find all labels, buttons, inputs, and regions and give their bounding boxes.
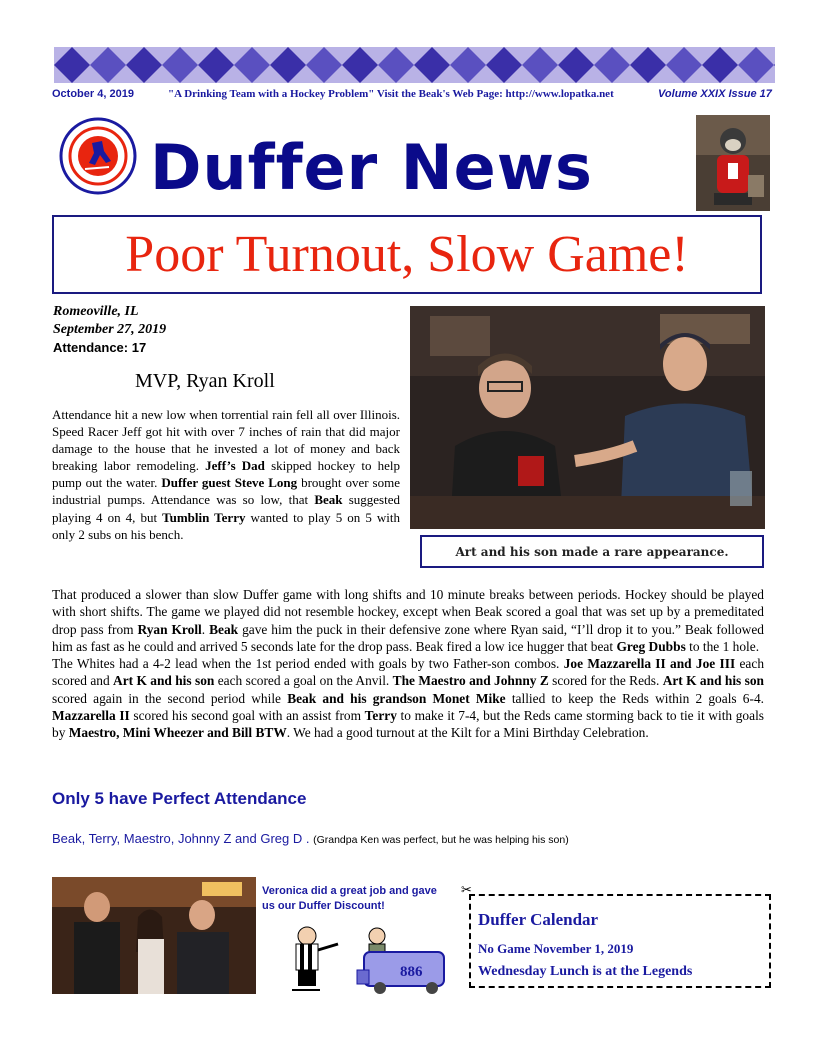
text-run: wanted to play 5 on 5 with only 2 subs on his bench. [52,509,400,542]
text-run: scored again in the second period while [52,690,288,706]
highlighted-name: Art K and his son [113,673,215,689]
highlighted-name: Art K and his son [662,673,764,689]
text-run: brought over some industrial pumps. Attendance was so low, that [52,475,400,508]
perfect-attendance-heading: Only 5 have Perfect Attendance [52,789,307,808]
game-photo-art-and-son [410,306,765,529]
game-recap-text [52,586,764,742]
text-run: suggested playing 4 on 4, but [52,492,400,525]
highlighted-name: Terry [364,708,397,724]
highlighted-name: Beak [209,621,239,637]
byline-location: Romeoville, IL [53,304,139,319]
highlighted-name: Beak [314,492,343,508]
text-run: . [201,621,210,637]
column-article-text [52,406,400,543]
text-run: scored for the Reds. [548,673,663,689]
highlighted-name: Joe Mazzarella II and Joe III [563,656,736,672]
text-run: . We had a good turnout at the Kilt for a Mini Birthday Celebration. [286,725,649,741]
text-run: Attendance hit a new low when torrential rain fell all over Illinois. Speed Racer Jeff got hit with over 7 inches of rain that did major damage to the house that he invested a lot of money and back breaking labor remodeling. [52,407,400,474]
text-run: to make it 7-4, but the Reds came storming back to tie it with goals by [52,708,765,741]
highlighted-name: Mazzarella II [52,708,130,724]
scissors-icon: ✂ [461,882,472,897]
text-run: each scored a goal on the Anvil. [214,673,393,689]
tagline: "A Drinking Team with a Hockey Problem" Visit the Beak's Web Page: http://www.lopatka.net [168,88,614,100]
perfect-attendance-names: Beak, Terry, Maestro, Johnny Z and Greg D . [52,831,314,846]
calendar-title: Duffer Calendar [478,910,599,929]
mascot-figurine-photo [696,115,770,211]
recap-paragraph-1 [52,586,764,655]
kilt-celebration-photo [52,877,256,994]
byline-date: September 27, 2019 [53,322,167,337]
highlighted-name: Tumblin Terry [162,509,246,525]
duffers-hockey-logo [59,117,137,195]
highlighted-name: Duffer guest Steve Long [161,475,298,491]
mvp-heading: MVP, Ryan Kroll [135,370,275,392]
text-run: skipped hockey to help pump out the water. [52,458,400,491]
newsletter-title: Duffer News [150,131,593,204]
volume-issue: Volume XXIX Issue 17 [658,88,772,100]
highlighted-name: Jeff’s Dad [205,458,265,474]
calendar-item-lunch: Wednesday Lunch is at the Legends [478,964,693,979]
decorative-diamond-banner [54,47,775,83]
text-run: tallied to keep the Reds within 2 goals 6-4. [505,690,765,706]
photo-caption: Art and his son made a rare appearance. [420,535,764,568]
highlighted-name: The Maestro and Johnny Z [392,673,549,689]
issue-date: October 4, 2019 [52,88,134,100]
text-run: scored his second goal with an assist from [129,708,365,724]
attendance-count: Attendance: 17 [53,340,147,355]
referee-zamboni-cartoon [272,922,462,997]
recap-paragraph-2 [52,655,764,741]
text-run: gave him the puck in their defensive zone where Ryan said, “I’ll drop it to you.” Beak followed him as fast as he could and arrived 5 seconds late for the drop pass. Beak fired a low ice hugger that beat [52,621,764,654]
highlighted-name: Beak and his grandson Monet Mike [287,690,506,706]
perfect-attendance-note: (Grandpa Ken was perfect, but he was helping his son) [313,834,569,846]
text-run: That produced a slower than slow Duffer game with long shifts and 10 minute breaks between periods. Hockey should be played with short shifts. The game we played did not resemble hockey, except when Beak scored a goal that was set up by a premeditated drop pass from [52,587,764,637]
zamboni-number: 886 [400,964,423,980]
highlighted-name: Ryan Kroll [137,621,202,637]
headline-box [52,215,762,294]
highlighted-name: Maestro, Mini Wheezer and Bill BTW [68,725,287,741]
text-run: The Whites had a 4-2 lead when the 1st period ended with goals by two Father-son combos. [52,656,564,672]
text-run: each scored and [52,656,765,689]
text-run: to the 1 hole. [685,638,760,654]
calendar-item-no-game: No Game November 1, 2019 [478,941,634,956]
perfect-attendance-list [52,831,569,846]
veronica-thanks-note: Veronica did a great job and gave us our Duffer Discount! [262,885,437,912]
headline: Poor Turnout, Slow Game! [125,226,689,283]
highlighted-name: Greg Dubbs [616,638,686,654]
byline [53,303,166,357]
